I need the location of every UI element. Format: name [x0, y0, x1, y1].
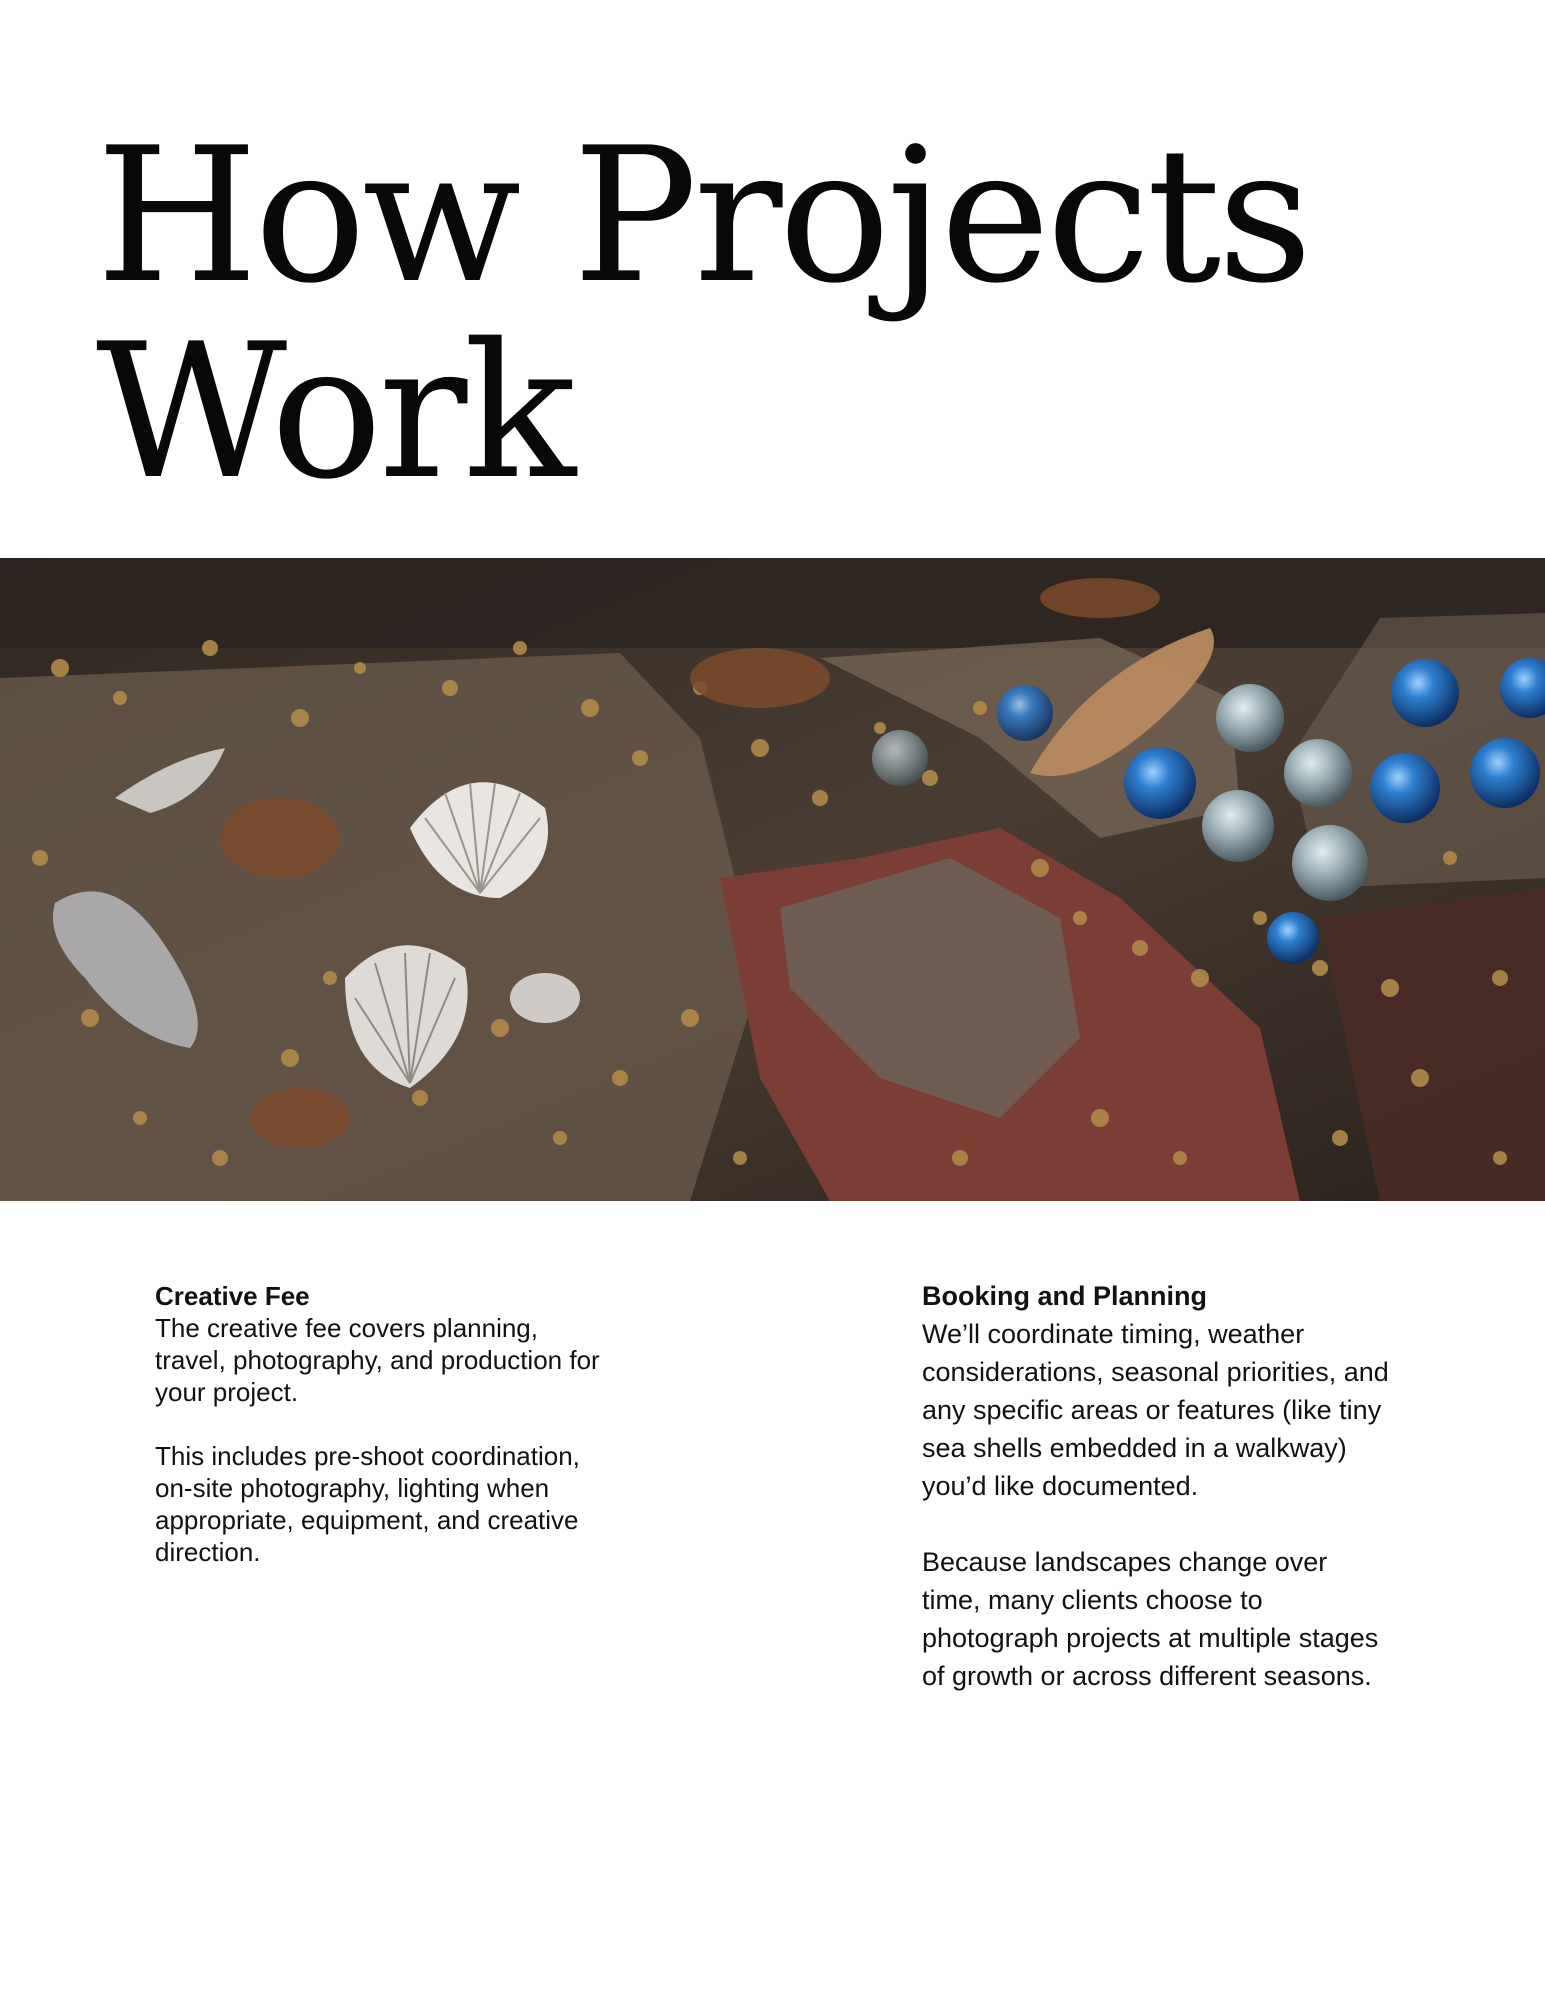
page-title-line-1: How Projects — [96, 107, 1309, 324]
creative-fee-paragraph-1: The creative fee covers planning, travel, photography, and production for your project. — [155, 1313, 600, 1407]
hero-photo — [0, 558, 1545, 1201]
booking-planning-heading: Booking and Planning — [922, 1281, 1207, 1311]
creative-fee-heading: Creative Fee — [155, 1281, 310, 1311]
booking-planning-paragraph-2: Because landscapes change over time, many clients choose to photograph projects at multiple stages of growth or across different seasons. — [922, 1547, 1379, 1691]
creative-fee-paragraph-2: This includes pre-shoot coordination, on-site photography, lighting when appropriate, equipment, and creative direction. — [155, 1441, 580, 1567]
creative-fee-section — [155, 1280, 615, 1600]
booking-planning-paragraph-1: We’ll coordinate timing, weather considerations, seasonal priorities, and any specific areas or features (like tiny sea shells embedded in a walkway) you’d like documented. — [922, 1319, 1389, 1501]
page-title-line-2: Work — [96, 303, 573, 520]
page-title — [96, 107, 1309, 520]
booking-planning-section — [922, 1277, 1392, 1733]
photo-image — [0, 558, 1545, 1201]
